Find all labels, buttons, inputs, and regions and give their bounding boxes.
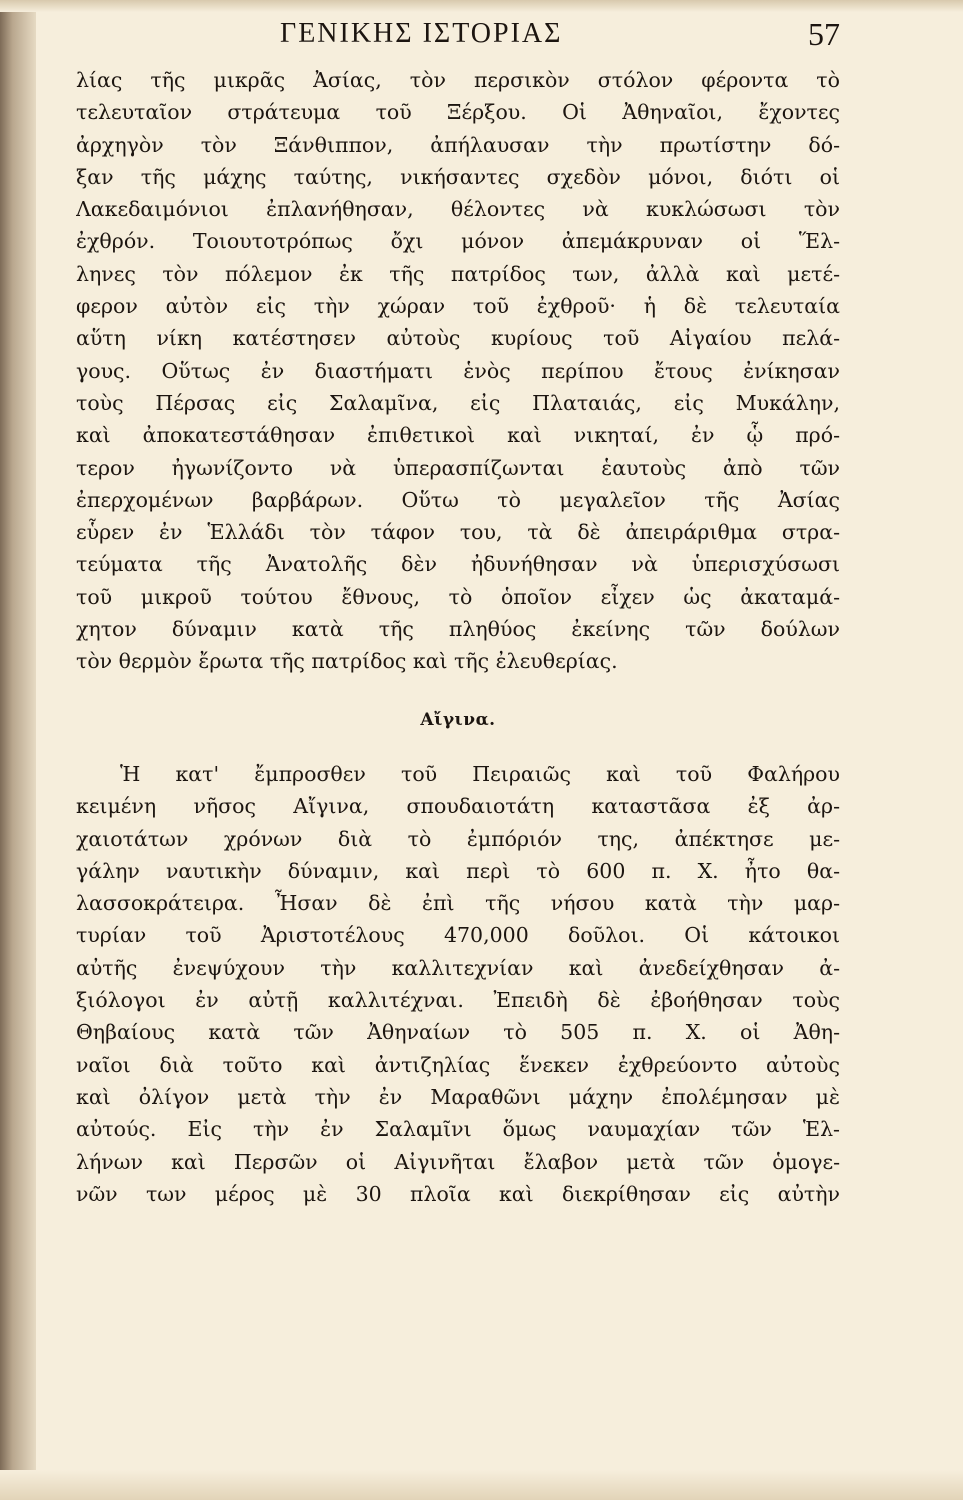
- text-line: τοὺς Πέρσας εἰς Σαλαμῖνα, εἰς Πλαταιάς, εἰς Μυκάλην,: [76, 390, 840, 415]
- text-line: ληνες τὸν πόλεμον ἐκ τῆς πατρίδος των, ἀλλὰ καὶ μετέ-: [76, 261, 840, 286]
- text-line: νῶν των μέρος μὲ 30 πλοῖα καὶ διεκρίθησαν εἰς αὐτὴν: [76, 1181, 840, 1206]
- text-line: τοῦ μικροῦ τούτου ἔθνους, τὸ ὁποῖον εἶχεν ὡς ἀκαταμά-: [76, 584, 840, 609]
- text-line: ξαν τῆς μάχης ταύτης, νικήσαντες σχεδὸν μόνοι, διότι οἱ: [76, 164, 840, 189]
- body-text: [76, 64, 840, 1210]
- text-line: ἐπερχομένων βαρβάρων. Οὕτω τὸ μεγαλεῖον τῆς Ἀσίας: [76, 487, 840, 512]
- page-binding-edge: [0, 0, 36, 1500]
- paragraph-2: [76, 758, 840, 1210]
- text-line: λίας τῆς μικρᾶς Ἀσίας, τὸν περσικὸν στόλον φέροντα τὸ: [76, 68, 840, 92]
- page-top-edge: [0, 0, 963, 12]
- section-heading: Αἴγινα.: [420, 709, 496, 730]
- text-line: φερον αὐτὸν εἰς τὴν χώραν τοῦ ἐχθροῦ· ἡ δὲ τελευταία: [76, 294, 840, 319]
- text-line: τεύματα τῆς Ἀνατολῆς δὲν ἠδυνήθησαν νὰ ὑπερισχύσωσι: [76, 552, 840, 577]
- page-bottom-edge: [0, 1470, 963, 1500]
- text-line: λασσοκράτειρα. Ἦσαν δὲ ἐπὶ τῆς νήσου κατὰ τὴν μαρ-: [76, 891, 840, 916]
- text-line: γους. Οὕτως ἐν διαστήματι ἑνὸς περίπου ἔτους ἐνίκησαν: [76, 358, 840, 383]
- text-line: λήνων καὶ Περσῶν οἱ Αἰγινῆται ἔλαβον μετὰ τῶν ὁμογε-: [76, 1149, 840, 1174]
- paragraph-1: [76, 64, 840, 678]
- text-line: κειμένη νῆσος Αἴγινα, σπουδαιοτάτη καταστᾶσα ἐξ ἀρ-: [76, 794, 840, 819]
- text-line: ἐχθρόν. Τοιουτοτρόπως ὄχι μόνον ἀπεμάκρυναν οἱ Ἕλ-: [76, 229, 840, 254]
- text-line: τελευταῖον στράτευμα τοῦ Ξέρξου. Οἱ Ἀθηναῖοι, ἔχοντες: [76, 100, 840, 125]
- text-line: αὕτη νίκη κατέστησεν αὐτοὺς κυρίους τοῦ Αἰγαίου πελά-: [76, 326, 840, 351]
- text-line: γάλην ναυτικὴν δύναμιν, καὶ περὶ τὸ 600 π. Χ. ἦτο θα-: [76, 858, 840, 883]
- page-header: [70, 18, 840, 58]
- text-line: καὶ ὀλίγον μετὰ τὴν ἐν Μαραθῶνι μάχην ἐπολέμησαν μὲ: [76, 1084, 840, 1109]
- text-line: ναῖοι διὰ τοῦτο καὶ ἀντιζηλίας ἕνεκεν ἐχθρεύοντο αὐτοὺς: [76, 1052, 840, 1077]
- text-line: τερον ἠγωνίζοντο νὰ ὑπερασπίζωνται ἑαυτοὺς ἀπὸ τῶν: [76, 455, 840, 480]
- text-line: καὶ ἀποκατεστάθησαν ἐπιθετικοὶ καὶ νικηταί, ἐν ᾧ πρό-: [76, 423, 840, 448]
- text-line: Λακεδαιμόνιοι ἐπλανήθησαν, θέλοντες νὰ κυκλώσωσι τὸν: [76, 197, 840, 222]
- text-line: εὗρεν ἐν Ἑλλάδι τὸν τάφον του, τὰ δὲ ἀπειράριθμα στρα-: [76, 520, 840, 545]
- text-line: αὐτῆς ἐνεψύχουν τὴν καλλιτεχνίαν καὶ ἀνεδείχθησαν ἀ-: [76, 955, 840, 980]
- running-title: ΓΕΝΙΚΗΣ ΙΣΤΟΡΙΑΣ: [280, 18, 563, 49]
- page-number: 57: [808, 16, 840, 52]
- text-line: χητον δύναμιν κατὰ τῆς πληθύος ἐκείνης τῶν δούλων: [76, 617, 840, 642]
- text-line: αὐτούς. Εἰς τὴν ἐν Σαλαμῖνι ὅμως ναυμαχίαν τῶν Ἑλ-: [76, 1117, 840, 1142]
- text-line: Ἡ κατ' ἔμπροσθεν τοῦ Πειραιῶς καὶ τοῦ Φαλήρου: [120, 761, 840, 786]
- text-line: ξιόλογοι ἐν αὐτῇ καλλιτέχναι. Ἐπειδὴ δὲ ἐβοήθησαν τοὺς: [76, 988, 840, 1013]
- text-line: χαιοτάτων χρόνων διὰ τὸ ἐμπόριόν της, ἀπέκτησε με-: [76, 826, 840, 851]
- text-line: Θηβαίους κατὰ τῶν Ἀθηναίων τὸ 505 π. Χ. οἱ Ἀθη-: [76, 1020, 840, 1045]
- text-line: τυρίαν τοῦ Ἀριστοτέλους 470,000 δοῦλοι. Οἱ κάτοικοι: [76, 923, 840, 948]
- text-line: τὸν θερμὸν ἔρωτα τῆς πατρίδος καὶ τῆς ἐλευθερίας.: [76, 649, 618, 674]
- text-line: ἀρχηγὸν τὸν Ξάνθιππον, ἀπήλαυσαν τὴν πρωτίστην δό-: [76, 132, 840, 157]
